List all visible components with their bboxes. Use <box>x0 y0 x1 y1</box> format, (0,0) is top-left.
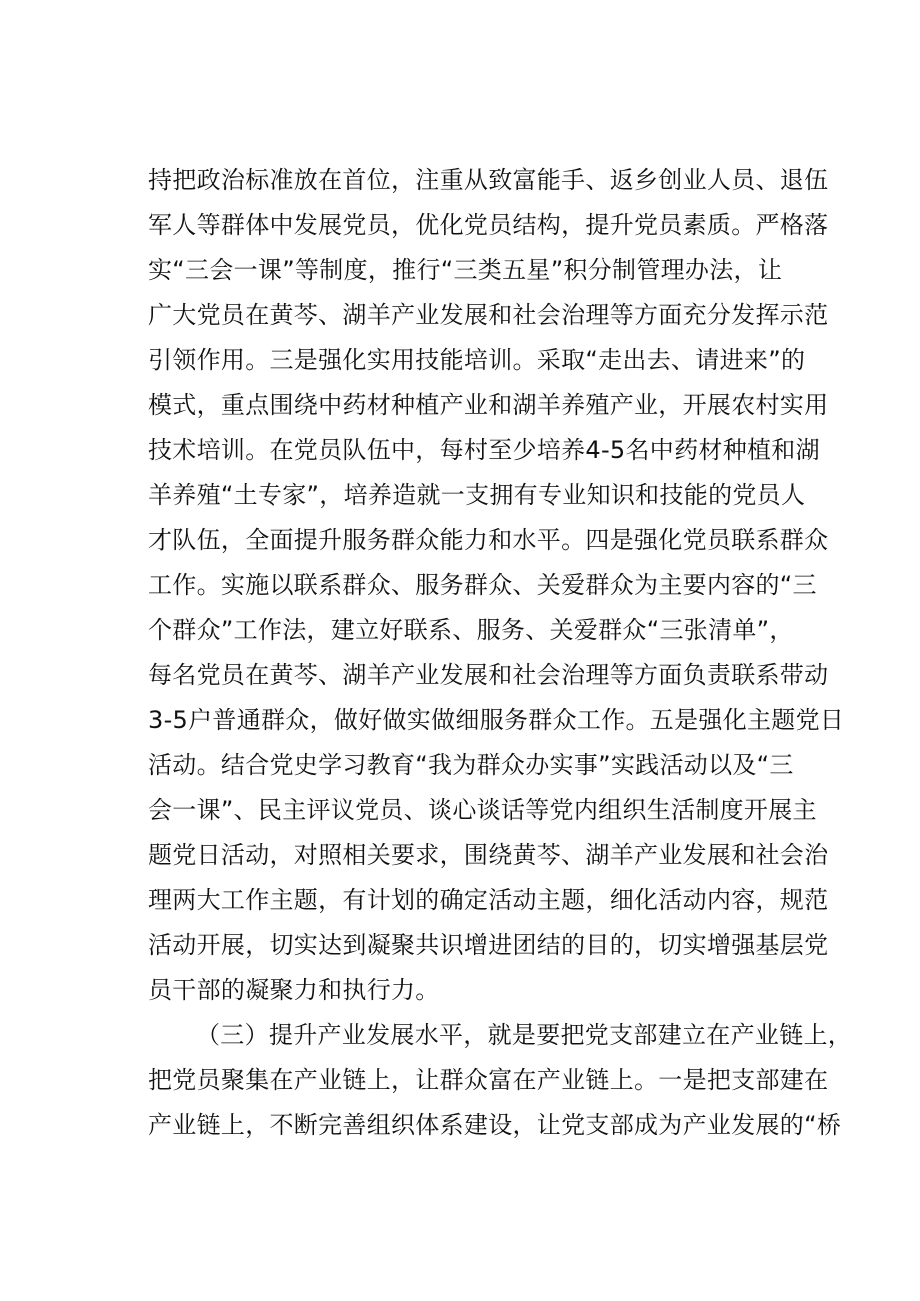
paragraph-line: 3-5户普通群众，做好做实做细服务群众工作。五是强化主题党日 <box>148 706 845 734</box>
paragraph-line: 模式，重点围绕中药材种植产业和湖羊养殖产业，开展农村实用 <box>148 391 829 419</box>
paragraph-line: 技术培训。在党员队伍中，每村至少培养4-5名中药材种植和湖 <box>148 436 820 464</box>
paragraph-line: 工作。实施以联系群众、服务群众、关爱群众为主要内容的“三 <box>148 571 817 599</box>
paragraph-line: 员干部的凝聚力和执行力。 <box>148 976 440 1004</box>
paragraph-line: 题党日活动，对照相关要求，围绕黄芩、湖羊产业发展和社会治 <box>148 841 829 869</box>
paragraph-line: （三）提升产业发展水平，就是要把党支部建立在产业链上， <box>196 1021 853 1049</box>
paragraph-line: 实“三会一课”等制度，推行“三类五星”积分制管理办法，让 <box>148 256 783 284</box>
paragraph-line: 活动。结合党史学习教育“我为群众办实事”实践活动以及“三 <box>148 751 794 779</box>
paragraph-line: 会一课”、民主评议党员、谈心谈话等党内组织生活制度开展主 <box>148 796 817 824</box>
paragraph-line: 广大党员在黄芩、湖羊产业发展和社会治理等方面充分发挥示范 <box>148 301 829 329</box>
paragraph-line: 引领作用。三是强化实用技能培训。采取“走出去、请进来”的 <box>148 346 806 374</box>
paragraph-line: 活动开展，切实达到凝聚共识增进团结的目的，切实增强基层党 <box>148 931 829 959</box>
paragraph-line: 军人等群体中发展党员，优化党员结构，提升党员素质。严格落 <box>148 211 829 239</box>
paragraph-line: 持把政治标准放在首位，注重从致富能手、返乡创业人员、退伍 <box>148 166 829 194</box>
paragraph-line: 羊养殖“土专家”，培养造就一支拥有专业知识和技能的党员人 <box>148 481 806 509</box>
body-text <box>148 158 853 1148</box>
paragraph-line: 理两大工作主题，有计划的确定活动主题，细化活动内容，规范 <box>148 886 829 914</box>
paragraph-line: 每名党员在黄芩、湖羊产业发展和社会治理等方面负责联系带动 <box>148 661 829 689</box>
paragraph-line: 才队伍，全面提升服务群众能力和水平。四是强化党员联系群众 <box>148 526 829 554</box>
paragraph-line: 产业链上，不断完善组织体系建设，让党支部成为产业发展的“桥 <box>148 1111 842 1139</box>
paragraph-line: 个群众”工作法，建立好联系、服务、关爱群众“三张清单”， <box>148 616 794 644</box>
paragraph-line: 把党员聚集在产业链上，让群众富在产业链上。一是把支部建在 <box>148 1066 829 1094</box>
